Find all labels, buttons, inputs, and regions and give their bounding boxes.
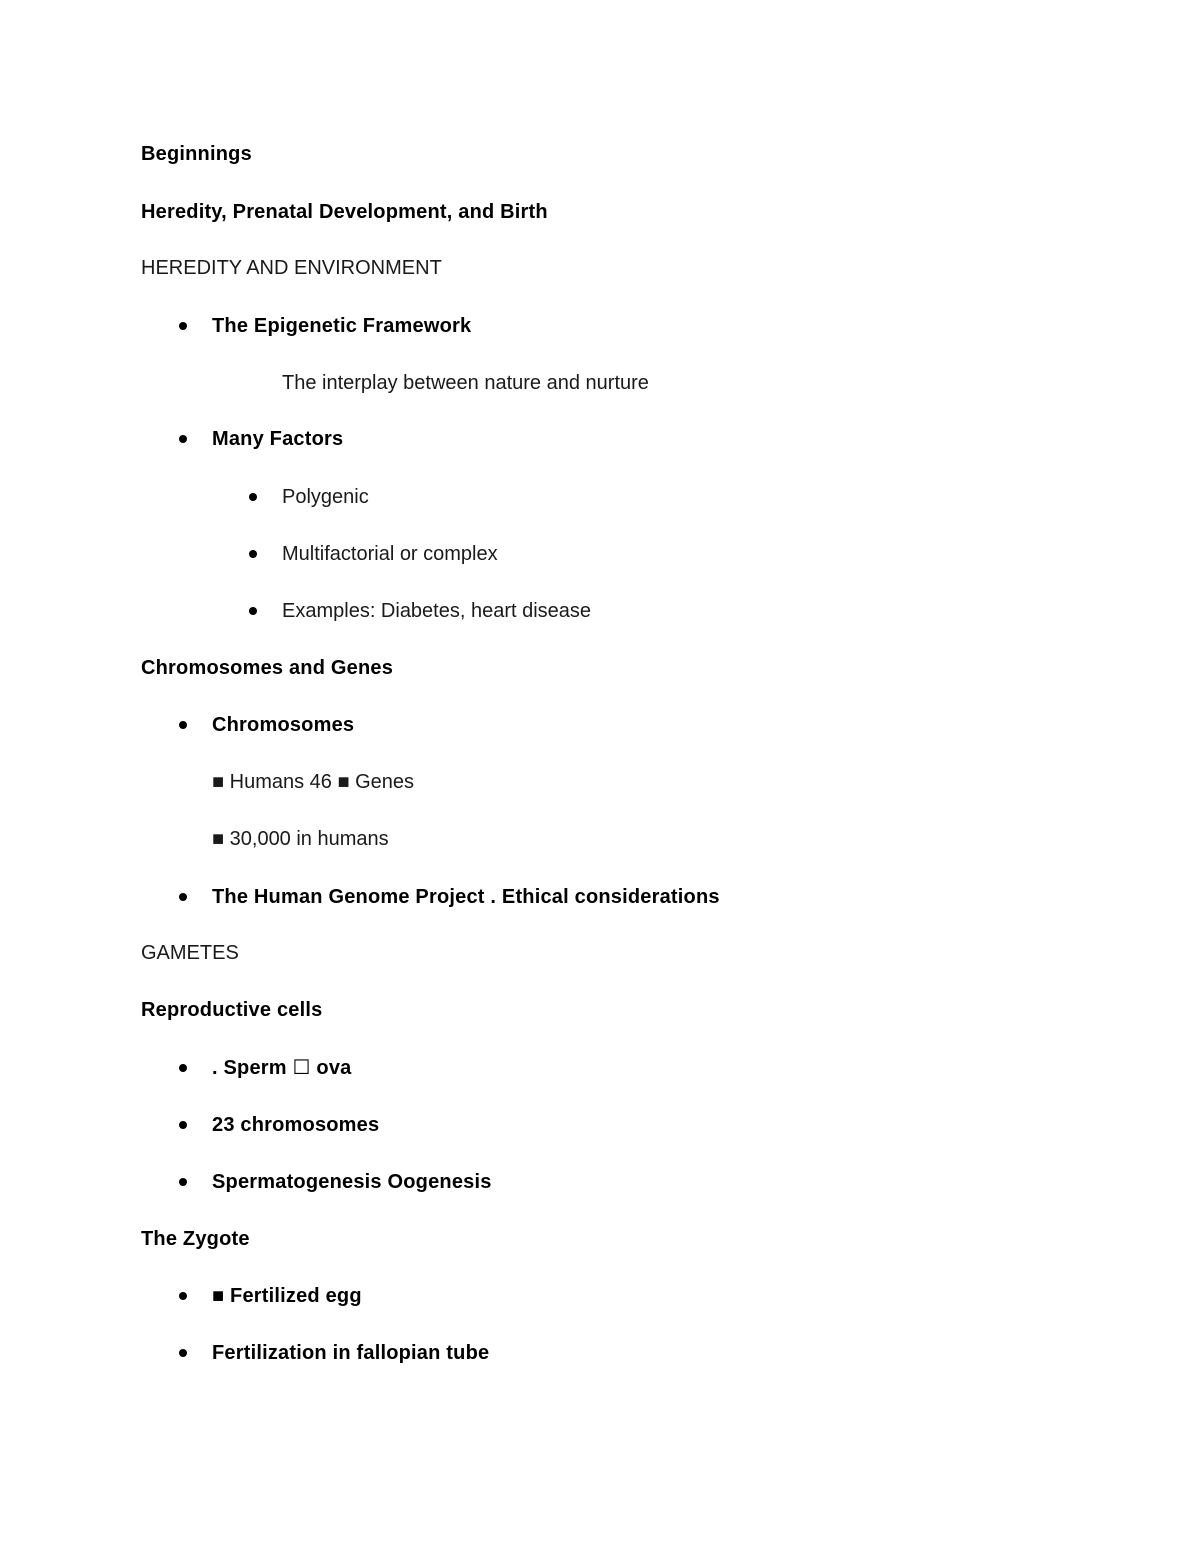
bullet-icon <box>249 550 257 558</box>
list-item-sperm-ova: . Sperm ☐ ova <box>212 1057 352 1079</box>
list-item-fertilization: Fertilization in fallopian tube <box>212 1342 490 1364</box>
bullet-icon <box>179 1292 187 1300</box>
section-heading-zygote: The Zygote <box>141 1228 250 1250</box>
sub-item-examples: Examples: Diabetes, heart disease <box>282 600 592 622</box>
section-heading-chromosomes: Chromosomes and Genes <box>141 657 394 679</box>
doc-subtitle: Heredity, Prenatal Development, and Birth <box>141 201 548 223</box>
chromosome-detail-2: ■ 30,000 in humans <box>212 828 389 850</box>
chromosome-detail-1: ■ Humans 46 ■ Genes <box>212 771 415 793</box>
bullet-icon <box>249 493 257 501</box>
bullet-icon <box>179 1064 187 1072</box>
sub-item-multifactorial: Multifactorial or complex <box>282 543 498 565</box>
bullet-icon <box>179 721 187 729</box>
bullet-icon <box>179 1349 187 1357</box>
list-item-genome-project: The Human Genome Project . Ethical considerations <box>212 886 720 908</box>
list-item-fertilized-egg: ■ Fertilized egg <box>212 1285 362 1307</box>
list-item-epigenetic: The Epigenetic Framework <box>212 315 472 337</box>
bullet-icon <box>179 435 187 443</box>
section-heading-gametes: GAMETES <box>141 942 239 964</box>
bullet-icon <box>249 607 257 615</box>
list-item-spermatogenesis: Spermatogenesis Oogenesis <box>212 1171 492 1193</box>
list-item-23-chromosomes: 23 chromosomes <box>212 1114 380 1136</box>
doc-title: Beginnings <box>141 143 252 165</box>
bullet-icon <box>179 1121 187 1129</box>
gametes-subheading: Reproductive cells <box>141 999 323 1021</box>
bullet-icon <box>179 1178 187 1186</box>
sub-item-polygenic: Polygenic <box>282 486 369 508</box>
list-item-many-factors: Many Factors <box>212 428 344 450</box>
bullet-icon <box>179 893 187 901</box>
bullet-icon <box>179 322 187 330</box>
section-heading-heredity: HEREDITY AND ENVIRONMENT <box>141 257 442 279</box>
epigenetic-description: The interplay between nature and nurture <box>282 372 649 394</box>
list-item-chromosomes: Chromosomes <box>212 714 355 736</box>
